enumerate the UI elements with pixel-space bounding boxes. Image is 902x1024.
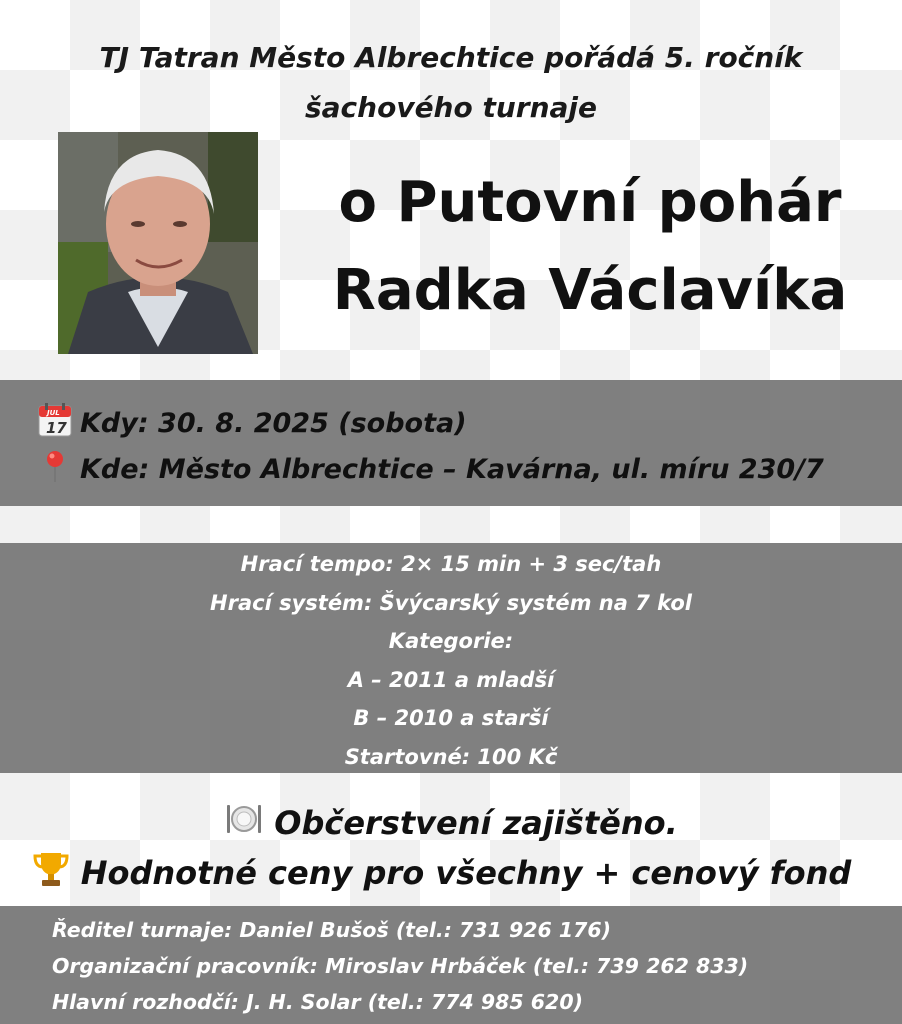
header-line-1: TJ Tatran Město Albrechtice pořádá 5. ročník bbox=[99, 41, 803, 74]
detail-category-a: A – 2011 a mladší bbox=[347, 667, 555, 692]
when-line bbox=[38, 400, 902, 446]
detail-category-b: B – 2010 a starší bbox=[353, 706, 549, 731]
plate-cutlery-icon bbox=[224, 799, 264, 847]
contact-organizer: Organizační pracovník: Miroslav Hrbáček (tel.: 739 262 833) bbox=[52, 954, 749, 978]
prizes-text: Hodnotné ceny pro všechny + cenový fond bbox=[80, 854, 852, 892]
detail-categories-label: Kategorie: bbox=[388, 629, 514, 654]
contact-director: Ředitel turnaje: Daniel Bušoš (tel.: 731 926 176) bbox=[52, 918, 612, 942]
calendar-icon bbox=[38, 403, 72, 444]
detail-entry-fee: Startovné: 100 Kč bbox=[344, 744, 558, 769]
detail-tempo: Hrací tempo: 2× 15 min + 3 sec/tah bbox=[240, 552, 662, 576]
event-date: Kdy: 30. 8. 2025 (sobota) bbox=[80, 407, 467, 439]
prizes-line bbox=[0, 848, 902, 898]
tournament-details bbox=[0, 543, 902, 773]
title-line-2: Radka Václavíka bbox=[332, 258, 848, 323]
contact-referee: Hlavní rozhodčí: J. H. Solar (tel.: 774 985 620) bbox=[52, 990, 583, 1014]
detail-system: Hrací systém: Švýcarský systém na 7 kol bbox=[210, 590, 692, 615]
svg-text:JUL: JUL bbox=[47, 408, 60, 417]
portrait-photo bbox=[58, 132, 258, 354]
contacts-band bbox=[0, 906, 902, 1024]
trophy-icon bbox=[31, 849, 71, 897]
food-line bbox=[0, 798, 902, 848]
pin-icon bbox=[38, 449, 72, 490]
svg-text:17: 17 bbox=[46, 418, 67, 437]
food-text: Občerstvení zajištěno. bbox=[274, 804, 678, 842]
header-line-2: šachového turnaje bbox=[304, 91, 598, 124]
title-line-1: o Putovní pohár bbox=[338, 170, 842, 235]
where-line bbox=[38, 446, 902, 492]
event-location: Kde: Město Albrechtice – Kavárna, ul. míru 230/7 bbox=[80, 453, 824, 485]
when-where-band bbox=[0, 380, 902, 506]
extras bbox=[0, 798, 902, 898]
